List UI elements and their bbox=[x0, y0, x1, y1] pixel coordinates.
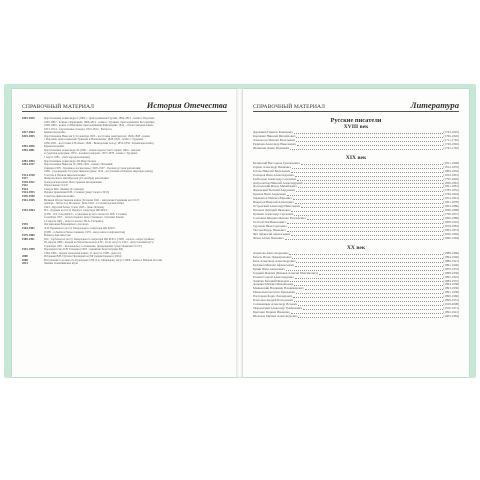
writer-years: (1868-1936) bbox=[443, 270, 459, 275]
writer-years: (1899-1951) bbox=[443, 298, 459, 303]
timeline-year: 1924-1953 bbox=[22, 190, 35, 195]
timeline-year: 1939-1940 bbox=[22, 194, 35, 199]
writer-years: (1870-1953) bbox=[443, 266, 459, 271]
timeline-year: 1853-1856 bbox=[22, 144, 35, 149]
timeline-event-line: Февральская и Октябрьская (25 октября) революции bbox=[44, 177, 109, 181]
left-page bbox=[12, 89, 237, 377]
writer-name: Блок Александр Александрович bbox=[253, 258, 296, 263]
timeline-year: 1922 bbox=[22, 183, 28, 188]
timeline-event-line: с Персией, присоединение Эривани и Нахичевани; 1828-1829 - война с Турцией; bbox=[44, 138, 144, 142]
timeline-year: 1917 bbox=[22, 176, 28, 181]
writer-years: (1766-1826) bbox=[443, 133, 459, 138]
leader-dots bbox=[285, 239, 443, 240]
writer-years: (1905-1984) bbox=[443, 314, 459, 319]
writer-name: Гончаров Иван Александрович bbox=[253, 172, 294, 177]
writer-name: Островский Александр Николаевич bbox=[253, 204, 301, 209]
writer-years: (1743-1816) bbox=[443, 130, 459, 134]
writer-years: (1821-1878) bbox=[443, 200, 459, 205]
writer-name: Фонвизин Денис Иванович bbox=[253, 145, 289, 150]
writer-years: (1783-1852) bbox=[443, 188, 459, 193]
timeline-event bbox=[44, 248, 227, 255]
timeline-year: 2014 bbox=[22, 261, 28, 266]
timeline-event-line: М.С. Горбачев на посту Генерального секретаря ЦК КПСС (1985 - начало «перестройки»; bbox=[44, 237, 155, 241]
timeline-event-line: 12 апреля 1961 - полет в космос Ю.А. Гагарина) bbox=[44, 219, 104, 223]
timeline-event bbox=[44, 163, 227, 174]
timeline-event bbox=[44, 209, 227, 223]
timeline-event-line: Крымская война bbox=[44, 145, 65, 149]
timeline-event bbox=[44, 227, 227, 234]
writer-years: (1812-1870) bbox=[443, 164, 459, 169]
writer-years: (1799-1837) bbox=[443, 212, 459, 217]
leader-dots bbox=[292, 168, 443, 169]
history-timeline bbox=[22, 117, 227, 371]
writer-name: Добролюбов Николай Александрович bbox=[253, 180, 303, 185]
writer-years: (1890-1960) bbox=[443, 294, 459, 299]
leader-dots bbox=[292, 258, 442, 259]
leader-dots bbox=[298, 305, 442, 306]
timeline-year: 1955 bbox=[22, 222, 28, 227]
century-heading: XVIII век bbox=[343, 124, 369, 130]
writer-name: Булгаков Михаил Афанасьевич bbox=[253, 262, 295, 267]
writer-name: Твардовский Александр Трифонович bbox=[253, 306, 302, 311]
timeline-year: 2000 bbox=[22, 254, 28, 259]
leader-dots bbox=[287, 223, 443, 224]
leader-dots bbox=[290, 149, 443, 150]
timeline-row bbox=[22, 209, 227, 223]
writer-years: (1840-1868) bbox=[443, 208, 459, 213]
writer-name: Бунин Иван Алексеевич bbox=[253, 266, 285, 271]
writer-name: Толстой Лев Николаевич bbox=[253, 220, 286, 225]
timeline-event-line: 4 октября 1957 - запуск первого искусственного спутника Земли; bbox=[44, 216, 125, 220]
leader-dots bbox=[295, 203, 443, 204]
timeline-event-line: Царствование Николая II (1904-1905 - война с Японией; bbox=[44, 163, 114, 167]
left-header-label: СПРАВОЧНЫЙ МАТЕРИАЛ bbox=[22, 104, 95, 110]
writer-name: Платонов Андрей Платонович bbox=[253, 298, 293, 303]
leader-dots bbox=[294, 133, 443, 134]
timeline-event-line: 1994-1996 - первая чеченская война; 17 августа 1998 - дефолт) bbox=[44, 251, 121, 255]
leader-dots bbox=[295, 266, 442, 267]
writer-name: Есенин Сергей Александрович bbox=[253, 274, 294, 279]
timeline-event bbox=[44, 199, 227, 210]
leader-dots bbox=[305, 289, 443, 290]
writer-name: Герцен Александр Иванович bbox=[253, 164, 291, 169]
writer-years: (1895-1925) bbox=[443, 274, 459, 279]
timeline-row bbox=[22, 262, 227, 266]
timeline-row bbox=[22, 117, 227, 131]
right-page bbox=[243, 89, 469, 377]
writer-years: (1820-1892) bbox=[443, 231, 459, 236]
timeline-row bbox=[22, 238, 227, 249]
writer-name: Тютчев Федор Иванович bbox=[253, 227, 286, 232]
leader-dots bbox=[296, 293, 443, 294]
timeline-event-line: Н.С. Хрущев на посту Первого секретаря ЦК КПСС bbox=[44, 209, 109, 213]
writer-years: (1814-1841) bbox=[443, 196, 459, 201]
writer-name: Горький Максим (Пешков Алексей Максимович) bbox=[253, 270, 318, 275]
writer-name: Карамзин Николай Михайлович bbox=[253, 133, 296, 138]
writer-years: (1828-1910) bbox=[443, 220, 459, 225]
writer-years: (1769-1844) bbox=[443, 192, 459, 197]
timeline-event-line: 1813-1814 - заграничные походы; 1815-1814 - Ватерлоо bbox=[44, 127, 113, 131]
timeline-year: 1817-1864 bbox=[22, 130, 35, 135]
leader-dots bbox=[303, 309, 443, 310]
writer-years: (1803-1873) bbox=[443, 227, 459, 232]
timeline-year: 1985-1991 bbox=[22, 236, 35, 241]
leader-dots bbox=[296, 262, 442, 263]
writer-years: (1745-1792) bbox=[443, 145, 459, 150]
timeline-event-line: Организация Варшавского договора bbox=[44, 223, 89, 227]
leader-dots bbox=[307, 219, 443, 220]
timeline-row bbox=[22, 248, 227, 255]
leader-dots bbox=[294, 301, 443, 302]
writer-years: (1884-1937) bbox=[443, 278, 459, 283]
leader-dots bbox=[298, 317, 442, 318]
timeline-year: 1953-1964 bbox=[22, 208, 35, 213]
writer-years: (1889-1966) bbox=[443, 250, 459, 255]
leader-dots bbox=[293, 297, 442, 298]
writer-years: (1821-1881) bbox=[443, 184, 459, 189]
writer-name: Ломоносов Михаил Васильевич bbox=[253, 137, 296, 142]
leader-dots bbox=[289, 254, 442, 255]
timeline-event-line: Царствование Александра I (1801) - присоединение Грузии; 1804-1813 - война с Персией; bbox=[44, 117, 155, 120]
timeline-row bbox=[22, 199, 227, 210]
writer-name: Мандельштам Осип Эмильевич bbox=[253, 290, 295, 295]
writer-years: (1812-1891) bbox=[443, 172, 459, 177]
writer-name: Державин Гаврила Романович bbox=[253, 130, 293, 134]
timeline-event-line: Царствование Александра III Миротворца bbox=[44, 159, 96, 163]
leader-dots bbox=[297, 180, 442, 181]
writer-years: (1818-1883) bbox=[443, 224, 459, 229]
timeline-event-line: Избрание В.В. Путина Президентом РФ (переизбрание в 2004) bbox=[44, 255, 122, 259]
timeline-event bbox=[44, 262, 227, 266]
timeline-event bbox=[44, 149, 227, 160]
timeline-event-line: Участие в Первой мировой войне bbox=[44, 173, 86, 177]
leader-dots bbox=[296, 137, 442, 138]
timeline-event-line: Вступление в должность Президента РФ Д.А. Медведева; август 2008 - война в Южной Осетии bbox=[44, 258, 163, 262]
writer-years: (1795-1829) bbox=[443, 176, 459, 181]
writer-name: Фет Афанасий Афанасьевич bbox=[253, 231, 291, 236]
writer-years: (1894-1958) bbox=[443, 282, 459, 287]
writer-name: Лермонтов Михаил Юрьевич bbox=[253, 196, 292, 201]
writer-name: Крылов Иван Андреевич bbox=[253, 192, 286, 197]
timeline-event-line: Образование СССР bbox=[44, 184, 68, 188]
writer-years: (1826-1889) bbox=[443, 216, 459, 221]
writer-name: Жуковский Василий Андреевич bbox=[253, 188, 295, 193]
timeline-row bbox=[22, 149, 227, 160]
timeline-event bbox=[44, 117, 227, 131]
writer-years: (1891-1938) bbox=[443, 290, 459, 295]
writer-years: (1811-1848) bbox=[443, 160, 459, 165]
writer-name: Замятин Евгений Иванович bbox=[253, 278, 290, 283]
timeline-year: 1881-1894 bbox=[22, 158, 35, 163]
timeline-event bbox=[44, 135, 227, 146]
writer-name: Зощенко Михаил Михайлович bbox=[253, 282, 294, 287]
writer-years: (1860-1904) bbox=[443, 235, 459, 240]
timeline-event bbox=[44, 238, 227, 249]
left-header-title: История Отечества bbox=[146, 100, 227, 110]
writer-years: (1880-1921) bbox=[443, 258, 459, 263]
writer-name: Тургенев Иван Сергеевич bbox=[253, 224, 287, 229]
timeline-year: 1894-1917 bbox=[22, 162, 35, 167]
writer-years: (1892-1941) bbox=[443, 310, 459, 315]
writer-name: Чехов Антон Павлович bbox=[253, 235, 284, 240]
leader-dots bbox=[294, 285, 442, 286]
leader-dots bbox=[301, 164, 443, 165]
timeline-row bbox=[22, 163, 227, 174]
timeline-event-line: Царствование Николая I (14 декабря 1825 - восстание декабристов; 1826-1828 - война bbox=[44, 134, 150, 138]
right-page-header bbox=[253, 100, 459, 112]
right-header-label: СПРАВОЧНЫЙ МАТЕРИАЛ bbox=[253, 104, 326, 110]
timeline-event-line: Кавказская война bbox=[44, 131, 66, 135]
timeline-event-line: 1830-1831 - восстание в Польше; 1849 - Венгерский поход; 1853-1856 - Крымская война) bbox=[44, 141, 154, 145]
timeline-event-line: (1968 - события в Чехословакии; 1979 - ввод войск в Афганистан) bbox=[44, 230, 126, 234]
writer-years: (1918-2008) bbox=[443, 302, 459, 307]
timeline-event-line: 1805-1807 - войны с Францией; 1806-1812 - война с Турцией, присоединение Бессарабии; bbox=[44, 120, 155, 124]
writer-name: Белинский Виссарион Григорьевич bbox=[253, 160, 300, 165]
century-heading: XX век bbox=[346, 244, 366, 251]
left-page-header bbox=[22, 100, 227, 112]
timeline-year: 1979-1989 bbox=[22, 233, 35, 238]
timeline-event-line: 26 апреля 1986 - авария на Чернобыльской АЭС; 19-21 августа 1991 - августовский путч; bbox=[44, 241, 154, 245]
timeline-year: 1964-1982 bbox=[22, 225, 35, 230]
timeline-year: 1924 bbox=[22, 186, 28, 191]
leader-dots bbox=[288, 227, 443, 228]
timeline-year: 2008 bbox=[22, 257, 28, 262]
writer-years: (1823-1886) bbox=[443, 204, 459, 209]
writers-list bbox=[253, 117, 459, 371]
right-header-title: Литература bbox=[410, 100, 459, 110]
timeline-year: 1801-1825 bbox=[22, 116, 35, 120]
writer-name: Цветаева Марина Ивановна bbox=[253, 310, 290, 315]
writer-name: Пушкин Александр Сергеевич bbox=[253, 212, 294, 217]
writer-name: Шолохов Михаил Александрович bbox=[253, 314, 298, 319]
timeline-event-line: 1943 - Курская битва; 9 мая 1945 - День Победы) bbox=[44, 205, 105, 209]
writer-name: Солженицын Александр Исаевич bbox=[253, 302, 298, 307]
writer-name: Пастернак Борис Леонидович bbox=[253, 294, 293, 299]
timeline-year: 1825-1855 bbox=[22, 133, 35, 138]
writer-years: (1809-1852) bbox=[443, 168, 459, 173]
timeline-year: 1991-1999 bbox=[22, 247, 35, 252]
timeline-year: 1918-1922 bbox=[22, 179, 35, 184]
timeline-row bbox=[22, 227, 227, 234]
leader-dots bbox=[291, 172, 442, 173]
writer-years: (1749-1802) bbox=[443, 141, 459, 146]
leader-dots bbox=[287, 195, 443, 196]
timeline-event-line: 8 декабря 1991 - Беловежское соглашение, прекращение существования СССР) bbox=[44, 244, 142, 248]
timeline-event-line: Царствование Александра II (1861 - отмена крепостного права; 1864 - земская bbox=[44, 148, 141, 152]
timeline-event-line: Советско-финская война bbox=[44, 195, 75, 199]
timeline-year: 1855-1881 bbox=[22, 147, 35, 152]
timeline-year: 1941-1945 bbox=[22, 197, 35, 202]
writer-row bbox=[253, 315, 459, 319]
leader-dots bbox=[296, 191, 443, 192]
timeline-event-line: 1808-1809 - война со Швецией, присоединение Финляндии; 1812 - Отечественная война; bbox=[44, 124, 154, 128]
leader-dots bbox=[293, 199, 443, 200]
timeline-event-line: Президентство Б.Н. Ельцина (1993 - принятие Конституции РФ; bbox=[44, 248, 124, 252]
leader-dots bbox=[297, 145, 443, 146]
writer-name: Салтыков-Щедрин Михаил Евграфович bbox=[253, 216, 306, 221]
timeline-event-line: Зимние Олимпийские игры bbox=[44, 262, 78, 266]
writer-name: Достоевский Федор Михайлович bbox=[253, 184, 297, 189]
writer-name: Некрасов Николай Алексеевич bbox=[253, 200, 294, 205]
writer-name: Ахматова Анна Андреевна bbox=[253, 250, 289, 255]
leader-dots bbox=[294, 215, 442, 216]
leader-dots bbox=[287, 231, 443, 232]
leader-dots bbox=[295, 278, 443, 279]
timeline-event-line: 9 января 1905 - Кровавое воскресенье; 1905-1907 - Первая русская революция; bbox=[44, 166, 142, 170]
timeline-event-line: и судебная реформы; 1874 - военная реформа; 1877-1878 - война с Турцией; bbox=[44, 152, 138, 156]
leader-dots bbox=[319, 274, 443, 275]
timeline-event-line: декабрь - битва под Москвой; 1942-1943 - Сталинградская битва; bbox=[44, 202, 125, 206]
writer-years: (1836-1861) bbox=[443, 180, 459, 185]
leader-dots bbox=[291, 211, 442, 212]
writer-name: Писарев Дмитрий Иванович bbox=[253, 208, 291, 213]
timeline-event-line: (1956 - XX съезд КПСС, осуждение культа личности И.В. Сталина; bbox=[44, 212, 128, 216]
timeline-event-line: Л.И. Брежнев на посту Генерального секретаря ЦК КПСС bbox=[44, 226, 116, 230]
writer-years: (1711-1765) bbox=[443, 137, 459, 142]
writer-name: Грибоедов Александр Сергеевич bbox=[253, 176, 297, 181]
timeline-year: 1914-1918 bbox=[22, 172, 35, 177]
leader-dots bbox=[291, 235, 442, 236]
writer-years: (1894-1940) bbox=[443, 254, 459, 259]
leader-dots bbox=[304, 183, 443, 184]
writer-years: (1891-1940) bbox=[443, 262, 459, 267]
timeline-event-line: Гражданская война. Иностранная интервенция bbox=[44, 180, 102, 184]
leader-dots bbox=[290, 281, 442, 282]
leader-dots bbox=[298, 187, 443, 188]
writer-name: Гоголь Николай Васильевич bbox=[253, 168, 291, 173]
writer-name: Бабель Исаак Эммануилович bbox=[253, 254, 292, 259]
timeline-event-line: Великая Отечественная война (22 июня 1941 - нападение Германии на СССР; bbox=[44, 198, 140, 202]
timeline-event-line: Война в Афганистане bbox=[44, 234, 71, 238]
leader-dots bbox=[291, 313, 443, 314]
writers-section-title: Русские писатели bbox=[330, 117, 382, 124]
writer-name: Радищев Александр Николаевич bbox=[253, 141, 296, 146]
timeline-event-line: Период правления И.В. Сталина (умер 5 марта 1953) bbox=[44, 191, 109, 195]
leader-dots bbox=[296, 141, 442, 142]
leader-dots bbox=[295, 176, 443, 177]
century-heading: XIX век bbox=[345, 154, 367, 161]
timeline-row bbox=[22, 135, 227, 146]
leader-dots bbox=[301, 207, 442, 208]
timeline-event-line: Смерть В.И. Ленина (21 января) bbox=[44, 187, 84, 191]
writer-name: Маяковский Владимир Владимирович bbox=[253, 286, 304, 291]
timeline-event-line: 1906 - учреждение Государственной думы; 1914 - вступление в Первую мировую войну) bbox=[44, 170, 153, 174]
timeline-event-line: 1 марта 1881 - убит народовольцами) bbox=[44, 156, 90, 160]
writer-years: (1893-1930) bbox=[443, 286, 459, 291]
writer-years: (1910-1971) bbox=[443, 306, 459, 311]
